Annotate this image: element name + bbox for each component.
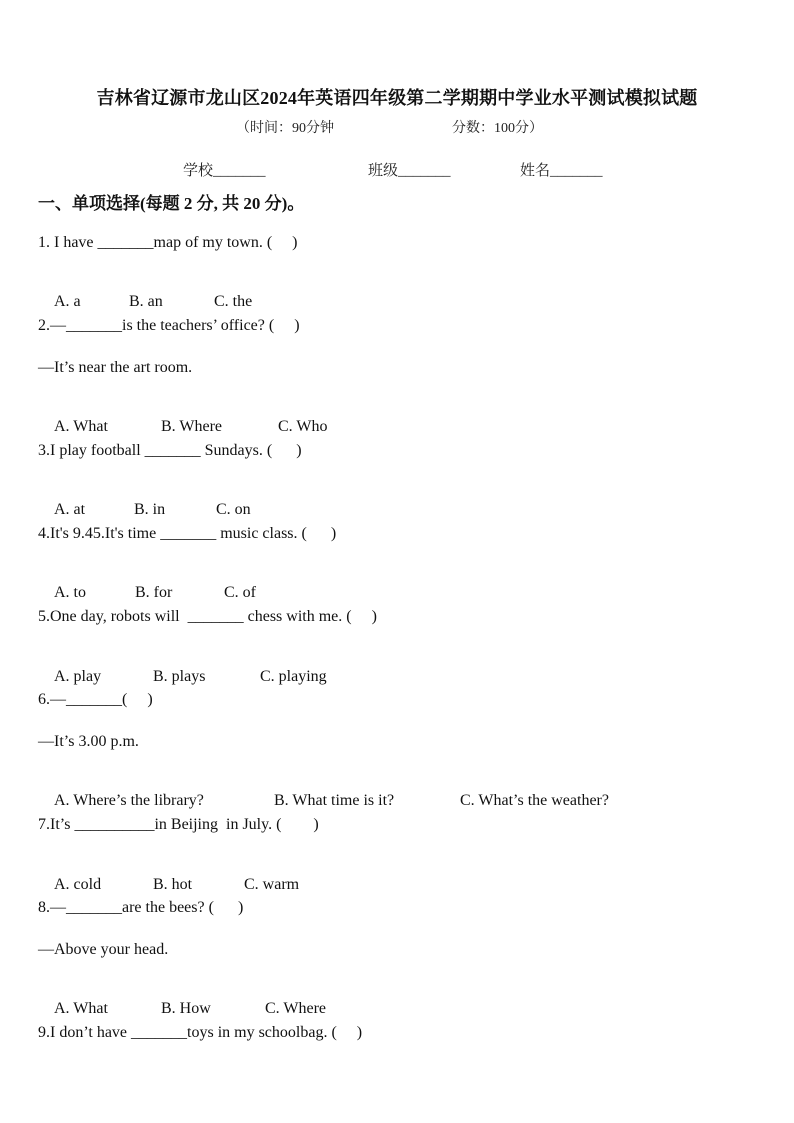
- exam-title: 吉林省辽源市龙山区2024年英语四年级第二学期期中学业水平测试模拟试题: [96, 88, 698, 108]
- option-c: C. Who: [278, 418, 328, 435]
- question-stem: 1. I have _______map of my town. ( ): [38, 234, 298, 251]
- question-stem: 5.One day, robots will _______ chess with me. ( ): [38, 608, 377, 625]
- option-b: B. for: [135, 584, 173, 601]
- option-a: A. What: [54, 1000, 108, 1017]
- option-a: A. a: [54, 293, 81, 310]
- option-c: C. on: [216, 501, 251, 518]
- option-c: C. the: [214, 293, 253, 310]
- option-a: A. cold: [54, 876, 102, 893]
- option-c: C. What’s the weather?: [460, 792, 609, 809]
- question-stem: 7.It’s __________in Beijing in July. ( ): [38, 816, 319, 833]
- option-b: B. What time is it?: [274, 792, 395, 809]
- option-a: A. What: [54, 418, 108, 435]
- question-answer-line: —It’s 3.00 p.m.: [38, 733, 139, 750]
- option-b: B. plays: [153, 668, 206, 685]
- question-stem: 8.—_______are the bees? ( ): [38, 899, 244, 916]
- class-field: 班级_______: [368, 163, 451, 179]
- option-b: B. an: [129, 293, 163, 310]
- option-b: B. How: [161, 1000, 211, 1017]
- question-stem: 4.It's 9.45.It's time _______ music class. ( ): [38, 525, 337, 542]
- question-answer-line: —It’s near the art room.: [38, 359, 193, 376]
- option-c: C. warm: [244, 876, 300, 893]
- option-c: C. of: [224, 584, 256, 601]
- option-b: B. in: [134, 501, 166, 518]
- time-limit: （时间：90分钟: [236, 121, 334, 136]
- option-b: B. hot: [153, 876, 193, 893]
- option-a: A. play: [54, 668, 102, 685]
- question-stem: 3.I play football _______ Sundays. ( ): [38, 442, 302, 459]
- option-c: C. playing: [260, 668, 327, 685]
- section-heading: 一、单项选择(每题 2 分, 共 20 分)。: [38, 194, 305, 213]
- option-a: A. to: [54, 584, 86, 601]
- question-stem: 6.—_______( ): [38, 691, 153, 708]
- option-a: A. Where’s the library?: [54, 792, 204, 809]
- option-b: B. Where: [161, 418, 223, 435]
- question-answer-line: —Above your head.: [38, 941, 169, 958]
- question-stem: 2.—_______is the teachers’ office? ( ): [38, 317, 300, 334]
- school-field: 学校_______: [183, 163, 266, 179]
- name-field: 姓名_______: [520, 163, 603, 179]
- option-a: A. at: [54, 501, 86, 518]
- option-c: C. Where: [265, 1000, 327, 1017]
- question-stem: 9.I don’t have _______toys in my schoolbag. ( ): [38, 1024, 363, 1041]
- total-score: 分数：100分）: [452, 121, 543, 136]
